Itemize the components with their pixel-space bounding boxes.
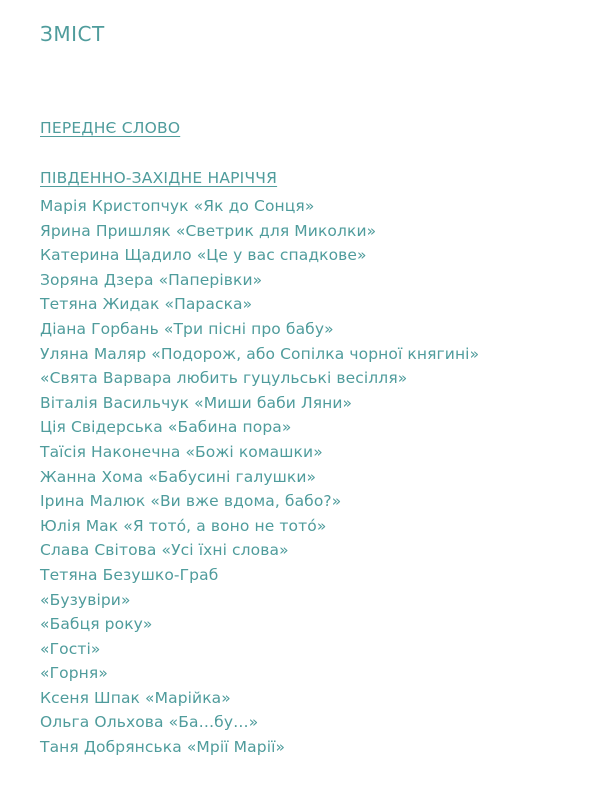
contents-entry[interactable]: «Свята Варвара любить гуцульські весілля» [40, 369, 408, 388]
contents-entry[interactable]: Ольга Ольхова «Ба…бу…» [40, 713, 259, 732]
contents-entry[interactable]: Тетяна Безушко-Граб [40, 565, 219, 584]
contents-entry[interactable]: Зоряна Дзера «Паперівки» [40, 270, 263, 289]
contents-entry[interactable]: «Гості» [40, 639, 101, 658]
contents-entry[interactable]: Юлія Мак «Я тото́, а воно не тото́» [40, 516, 327, 535]
contents-entry[interactable]: «Бузувіри» [40, 590, 131, 609]
contents-entry[interactable]: Віталія Васильчук «Миши баби Ляни» [40, 393, 353, 412]
contents-entry[interactable]: «Бабця року» [40, 615, 153, 634]
section-link-foreword[interactable]: ПЕРЕДНЄ СЛОВО [40, 119, 181, 137]
contents-entry[interactable]: Діана Горбань «Три пісні про бабу» [40, 319, 334, 338]
contents-entry[interactable]: «Горня» [40, 664, 108, 683]
contents-list [40, 194, 479, 760]
contents-entry[interactable]: Марія Кристопчук «Як до Сонця» [40, 197, 315, 215]
contents-entry[interactable]: Уляна Маляр «Подорож, або Сопілка чорної княгині» [40, 344, 480, 363]
section-link-southwest-dialect[interactable]: ПІВДЕННО-ЗАХІДНЕ НАРІЧЧЯ [40, 169, 278, 187]
contents-entry[interactable]: Таїсія Наконечна «Божі комашки» [40, 442, 323, 461]
contents-entry[interactable]: Слава Світова «Усі їхні слова» [40, 541, 289, 560]
contents-entry[interactable]: Таня Добрянська «Мрії Марії» [40, 738, 286, 757]
contents-entry[interactable]: Ярина Пришляк «Светрик для Миколки» [40, 221, 377, 240]
contents-entry[interactable]: Жанна Хома «Бабусині галушки» [40, 467, 317, 486]
page-title: ЗМІСТ [40, 22, 105, 46]
contents-entry[interactable]: Ксеня Шпак «Марійка» [40, 688, 231, 707]
contents-entry[interactable]: Ція Свідерська «Бабина пора» [40, 418, 292, 437]
contents-entry[interactable]: Тетяна Жидак «Параска» [40, 295, 253, 314]
contents-entry[interactable]: Катерина Щадило «Це у вас спадкове» [40, 246, 367, 265]
contents-entry[interactable]: Ірина Малюк «Ви вже вдома, бабо?» [40, 492, 342, 511]
